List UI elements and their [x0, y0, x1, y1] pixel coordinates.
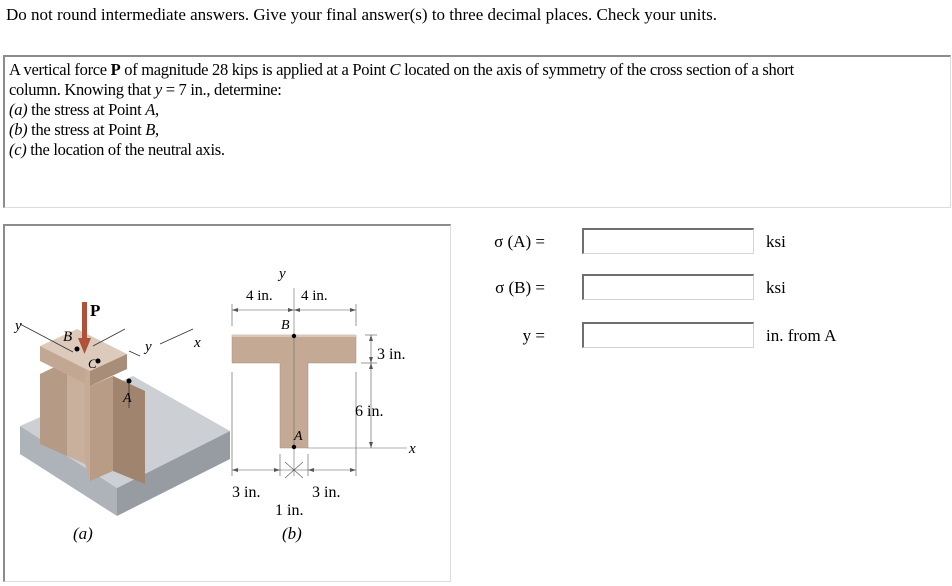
part-tag: (b): [9, 120, 28, 139]
figure-panel: [3, 224, 451, 582]
dim-arrow-icon: [308, 468, 314, 472]
force-arrow-icon: [82, 302, 87, 344]
answer-label-stress-b: σ (B) =: [495, 278, 545, 297]
dim-1in: 1 in.: [275, 502, 304, 519]
caption-b: (b): [282, 524, 302, 543]
label-point-c: C: [88, 356, 97, 371]
answer-unit-stress-b: ksi: [766, 278, 786, 297]
dim-arrow-icon: [369, 363, 373, 369]
stress-b-input[interactable]: [582, 274, 754, 300]
label-point-a: A: [294, 429, 303, 444]
caption-a: (a): [73, 524, 93, 543]
text: ,: [155, 100, 159, 119]
dim-4in-right: 4 in.: [301, 288, 328, 304]
point-symbol: C: [389, 60, 401, 79]
column-face: [90, 376, 113, 481]
dim-arrow-icon: [369, 442, 373, 448]
answer-unit-neutral-axis: in. from A: [766, 326, 837, 345]
dim-arrow-icon: [369, 357, 373, 363]
answer-label-stress-a: σ (A) =: [494, 232, 545, 251]
axis-line: [160, 329, 193, 344]
dim-arrow-icon: [294, 308, 300, 312]
dim-arrow-icon: [369, 335, 373, 341]
point-a-marker: [127, 379, 132, 384]
label-y-offset: y: [145, 339, 152, 355]
text: the location of the neutral axis.: [26, 140, 225, 159]
problem-part-c: [9, 140, 946, 160]
axis-line: [129, 351, 140, 356]
figure-a: [13, 301, 230, 543]
point-a-marker: [292, 445, 296, 449]
part-tag: (a): [9, 100, 28, 119]
answer-row-stress-a: [470, 228, 940, 256]
label-point-b: B: [63, 329, 73, 345]
dim-6in: 6 in.: [355, 403, 384, 420]
problem-statement: [3, 55, 951, 208]
dim-arrow-icon: [350, 468, 356, 472]
label-x-axis: x: [194, 335, 201, 351]
point-symbol: A: [145, 100, 156, 119]
problem-part-a: [9, 100, 946, 120]
instructions-text: Do not round intermediate answers. Give your final answer(s) to three decimal places. Check your units.: [6, 5, 717, 24]
label-force-p: P: [90, 301, 101, 320]
answer-row-stress-b: [470, 274, 940, 302]
dim-arrow-icon: [232, 468, 238, 472]
label-y-axis: y: [15, 318, 22, 334]
text: of magnitude 28 kips is applied at a Point: [120, 60, 390, 79]
dim-3in: 3 in.: [377, 346, 406, 363]
text: A vertical force: [9, 60, 111, 79]
answer-label-neutral-axis: y =: [522, 326, 545, 345]
neutral-axis-input[interactable]: [582, 322, 754, 348]
dim-4in-left: 4 in.: [246, 288, 273, 304]
text: column. Knowing that: [9, 80, 155, 99]
part-tag: (c): [9, 140, 27, 159]
answer-row-neutral-axis: [470, 322, 940, 350]
label-point-b: B: [281, 318, 290, 333]
problem-line-1: [9, 60, 946, 80]
dim-arrow-icon: [288, 308, 294, 312]
label-point-a: A: [123, 391, 132, 406]
dim-3in-bottom-left: 3 in.: [232, 484, 261, 501]
column-face: [40, 361, 67, 456]
dim-arrow-icon: [350, 308, 356, 312]
label-y-axis: y: [279, 266, 286, 282]
answer-unit-stress-a: ksi: [766, 232, 786, 251]
text: = 7 in., determine:: [161, 80, 282, 99]
figure-b: [232, 266, 416, 543]
text: the stress at Point: [27, 120, 146, 139]
text: the stress at Point: [27, 100, 146, 119]
point-b-marker: [292, 334, 296, 338]
problem-line-2: [9, 80, 946, 100]
point-symbol: B: [145, 120, 156, 139]
text: ,: [155, 120, 159, 139]
axis-line: [93, 329, 125, 346]
figure-drawing: [5, 226, 451, 582]
dim-arrow-icon: [274, 468, 280, 472]
column-face: [85, 369, 90, 481]
point-b-marker: [75, 347, 80, 352]
text: located on the axis of symmetry of the cross section of a short: [400, 60, 794, 79]
stress-a-input[interactable]: [582, 228, 754, 254]
label-x-axis: x: [409, 441, 416, 457]
variable-symbol: y: [154, 80, 162, 99]
dim-3in-bottom-right: 3 in.: [312, 484, 341, 501]
dim-arrow-icon: [232, 308, 238, 312]
force-symbol: P: [110, 60, 121, 79]
problem-part-b: [9, 120, 946, 140]
